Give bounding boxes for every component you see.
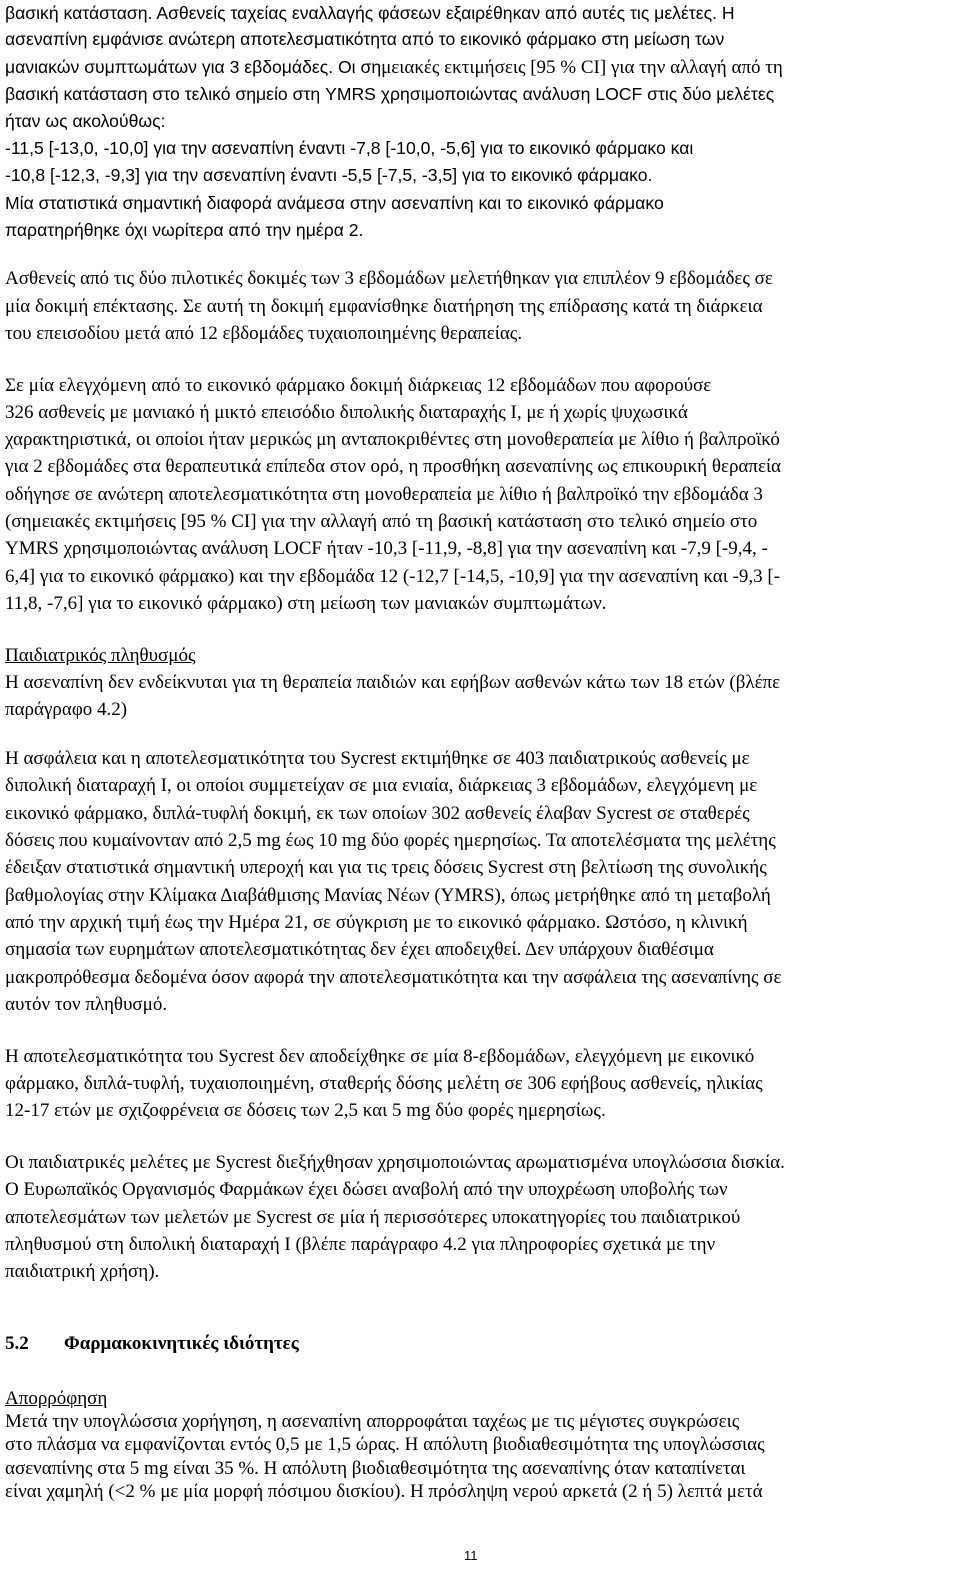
paragraph-line: ήταν ως ακολούθως: [5,111,166,131]
paragraph-line: πληθυσμού στη διπολική διαταραχή Ι (βλέπε παράγραφο 4.2 για πληροφορίες σχετικά με την [5,1234,716,1255]
paragraph-line: παράγραφο 4.2) [5,699,128,720]
paragraph-line: από την αρχική τιμή έως την Ημέρα 21, σε σύγκριση με το εικονικό φάρμακο. Ωστόσο, η κλινική [5,912,748,933]
paragraph-line: ασεναπίνη εμφάνισε ανώτερη αποτελεσματικότητα από το εικονικό φάρμακο στη μείωση των [5,29,725,49]
paragraph-line: Σε μία ελεγχόμενη από το εικονικό φάρμακο δοκιμή διάρκειας 12 εβδομάδων που αφορούσε [5,375,712,396]
paragraph-line: βαθμολογίας στην Κλίμακα Διαβάθμισης Μανίας Νέων (YMRS), όπως μετρήθηκε από τη μεταβολή [5,885,771,906]
paragraph-line: μακροπρόθεσμα δεδομένα όσον αφορά την αποτελεσματικότητα και την ασφάλεια της ασεναπίνης σε [5,967,782,988]
paragraph-line: βασική κατάσταση. Ασθενείς ταχείας εναλλαγής φάσεων εξαιρέθηκαν από αυτές τις μελέτες. Η [5,3,735,23]
paragraph-line: 326 ασθενείς με μανιακό ή μικτό επεισόδιο διπολικής διαταραχής Ι, με ή χωρίς ψυχωσικά [5,402,688,423]
paragraph-line: 6,4] για το εικονικό φάρμακο) και την εβδομάδα 12 (-12,7 [-14,5, -10,9] για την ασεναπίνη και -9,3 [- [5,566,781,587]
paragraph-line: διπολική διαταραχή Ι, οι οποίοι συμμετείχαν σε μια ενιαία, διάρκειας 3 εβδομάδων, ελεγχόμενη με [5,775,758,796]
paragraph-line: Μία στατιστικά σημαντική διαφορά ανάμεσα στην ασεναπίνη και το εικονικό φάρμακο [5,193,664,213]
subsection-heading: Παιδιατρικός πληθυσμός [5,645,196,666]
paragraph-line: οδήγησε σε ανώτερη αποτελεσματικότητα στη μονοθεραπεία με λίθιο ή βαλπροϊκό την εβδομάδα 3 [5,484,763,505]
paragraph-line: YMRS χρησιμοποιώντας ανάλυση LOCF ήταν -10,3 [-11,9, -8,8] για την ασεναπίνη και -7,9 [-9,4, - [5,538,768,559]
paragraph-line: για 2 εβδομάδες στα θεραπευτικά επίπεδα στον ορό, η προσθήκη ασεναπίνης ως επικουρική θεραπεία [5,456,782,477]
paragraph-line: Η ασεναπίνη δεν ενδείκνυται για τη θεραπεία παιδιών και εφήβων ασθενών κάτω των 18 ετών (βλέπε [5,672,781,693]
paragraph-line [5,56,783,79]
paragraph-line: μία δοκιμή επέκτασης. Σε αυτή τη δοκιμή εμφανίσθηκε διατήρηση της επίδρασης κατά τη διάρκεια [5,296,763,317]
paragraph-line: Ασθενείς από τις δύο πιλοτικές δοκιμές των 3 εβδομάδων μελετήθηκαν για επιπλέον 9 εβδομάδες σε [5,268,773,289]
paragraph-line: έδειξαν στατιστικά σημαντική υπεροχή και για τις τρεις δόσεις Sycrest στη βελτίωση της συνολικής [5,857,767,878]
paragraph-line: παρατηρήθηκε όχι νωρίτερα από την ημέρα 2. [5,220,364,240]
absorption-heading: Απορρόφηση [5,1388,108,1409]
paragraph-line: 11,8, -7,6] για το εικονικό φάρμακο) στη μείωση των μανιακών συμπτωμάτων. [5,593,607,614]
paragraph-line: -10,8 [-12,3, -9,3] για την ασεναπίνη έναντι -5,5 [-7,5, -3,5] για το εικονικό φάρμακο. [5,165,653,185]
paragraph-line: φάρμακο, διπλά-τυφλή, τυχαιοποιημένη, σταθερής δόσης μελέτη σε 306 εφήβους ασθενείς, ηλικίας [5,1073,763,1094]
absorption-line: στο πλάσμα να εμφανίζονται εντός 0,5 με 1,5 ώρας. Η απόλυτη βιοδιαθεσιμότητα της υπογλώσσιας [5,1434,765,1455]
paragraph-line: βασική κατάσταση στο τελικό σημείο στη YMRS χρησιμοποιώντας ανάλυση LOCF στις δύο μελέτες [5,84,775,104]
paragraph-line: Η αποτελεσματικότητα του Sycrest δεν αποδείχθηκε σε μία 8-εβδομάδων, ελεγχόμενη με εικονικό [5,1046,755,1067]
absorption-line: ασεναπίνης στα 5 mg είναι 35 %. Η απόλυτη βιοδιαθεσιμότητα της ασεναπίνης όταν καταπίνεται [5,1458,746,1479]
paragraph-line: (σημειακές εκτιμήσεις [95 % CI] για την αλλαγή από τη βασική κατάσταση στο τελικό σημείο στο [5,511,758,532]
paragraph-line: αυτόν τον πληθυσμό. [5,994,168,1015]
line-segment-sans: μανιακών συμπτωμάτων για 3 εβδομάδες. Οι ση [5,57,382,77]
paragraph-line: 12-17 ετών με σχιζοφρένεια σε δόσεις των 2,5 και 5 mg δύο φορές ημερησίως. [5,1100,606,1121]
paragraph-line: -11,5 [-13,0, -10,0] για την ασεναπίνη έναντι -7,8 [-10,0, -5,6] για το εικονικό φάρμακο και [5,138,694,158]
paragraph-line: Ο Ευρωπαϊκός Οργανισμός Φαρμάκων έχει δώσει αναβολή από την υποχρέωση υποβολής των [5,1179,728,1200]
paragraph-line: αποτελεσμάτων των μελετών με Sycrest σε μία ή περισσότερες υποκατηγορίες του παιδιατρικού [5,1207,741,1228]
paragraph-line: σημασία των ευρημάτων αποτελεσματικότητας δεν έχει αποδειχθεί. Δεν υπάρχουν διαθέσιμα [5,939,714,960]
paragraph-line: δόσεις που κυμαίνονταν από 2,5 mg έως 10 mg δύο φορές ημερησίως. Τα αποτελέσματα της μελέτης [5,830,776,851]
section-number: 5.2 [5,1333,29,1354]
absorption-line: Μετά την υπογλώσσια χορήγηση, η ασεναπίνη απορροφάται ταχέως με τις μέγιστες συγκρώσεις [5,1411,740,1432]
paragraph-line: Η ασφάλεια και η αποτελεσματικότητα του Sycrest εκτιμήθηκε σε 403 παιδιατρικούς ασθενείς με [5,748,750,769]
paragraph-line: εικονικό φάρμακο, διπλά-τυφλή δοκιμή, εκ των οποίων 302 ασθενείς έλαβαν Sycrest σε σταθερές [5,803,750,824]
paragraph-line: χαρακτηριστικά, οι οποίοι ήταν μερικώς μη ανταποκριθέντες στη μονοθεραπεία με λίθιο ή βαλπροϊκό [5,429,780,450]
line-segment-serif: μειακές εκτιμήσεις [95 % CI] για την αλλαγή από τη [381,57,783,78]
paragraph-line: παιδιατρική χρήση). [5,1261,160,1282]
absorption-line: είναι χαμηλή (<2 % με μία μορφή πόσιμου δισκίου). Η πρόσληψη νερού αρκετά (2 ή 5) λεπτά μετά [5,1481,763,1502]
paragraph-line: του επεισοδίου μετά από 12 εβδομάδες τυχαιοποιημένης θεραπείας. [5,323,523,344]
page-number: 11 [464,1548,478,1563]
section-title: Φαρμακοκινητικές ιδιότητες [64,1333,299,1354]
paragraph-line: Οι παιδιατρικές μελέτες με Sycrest διεξήχθησαν χρησιμοποιώντας αρωματισμένα υπογλώσσια δισκία. [5,1152,785,1173]
